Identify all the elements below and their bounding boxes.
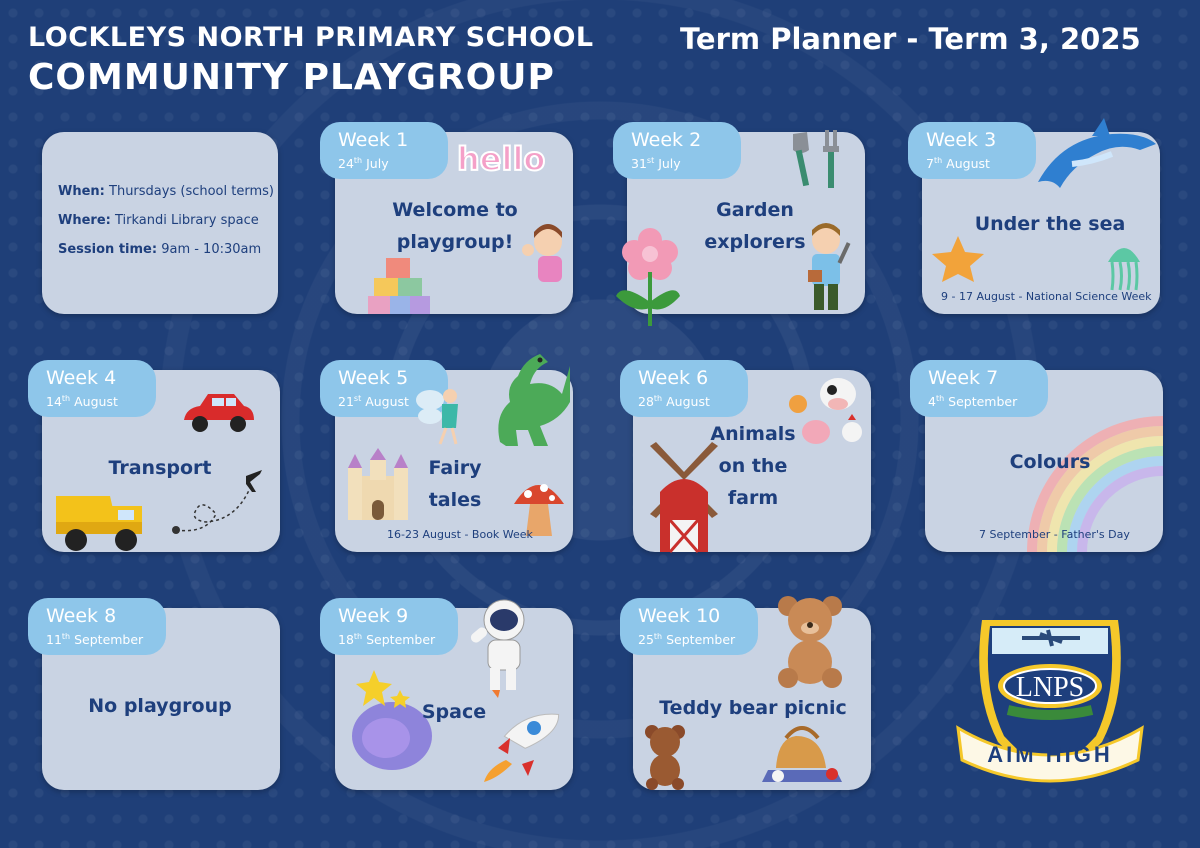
week-label: Week 8 xyxy=(46,605,117,627)
week-label: Week 9 xyxy=(338,605,409,627)
week-6-theme: Animals on the farm xyxy=(710,423,796,509)
week-date: 25th September xyxy=(638,632,736,648)
dolphin-icon xyxy=(1032,118,1158,192)
jellyfish-icon xyxy=(1104,240,1144,292)
week-label: Week 2 xyxy=(631,129,702,151)
week-8-theme: No playgroup xyxy=(88,695,232,717)
week-date: 18th September xyxy=(338,632,436,648)
week-date: 24th July xyxy=(338,156,389,172)
week-label: Week 10 xyxy=(638,605,721,627)
crest-initials: LNPS xyxy=(1015,672,1085,703)
flower-icon xyxy=(612,222,682,326)
week-4-tab xyxy=(28,360,156,417)
garden-tools-icon xyxy=(785,126,847,192)
castle-icon xyxy=(346,452,410,522)
week-date: 31st July xyxy=(631,156,681,172)
week-label: Week 6 xyxy=(638,367,709,389)
lnps-crest-logo xyxy=(952,612,1148,786)
where-label: Where: xyxy=(58,213,111,228)
when-value: Thursdays (school terms) xyxy=(109,184,274,199)
dragon-icon xyxy=(490,346,572,450)
week-date: 28th August xyxy=(638,394,710,410)
week-7-note: 7 September - Father's Day xyxy=(979,528,1130,541)
header xyxy=(28,22,594,98)
week-3-tab xyxy=(908,122,1036,179)
time-value: 9am - 10:30am xyxy=(161,242,262,257)
hello-sticker-icon xyxy=(455,138,546,178)
teddy-bear-small-icon xyxy=(638,722,696,790)
teddy-bear-large-icon xyxy=(770,592,850,688)
week-9-tab xyxy=(320,598,458,655)
week-2-theme: Garden explorers xyxy=(704,199,806,253)
picnic-basket-icon xyxy=(756,718,848,790)
crest-motto: AIM HIGH xyxy=(987,742,1113,767)
red-car-icon xyxy=(180,390,256,436)
week-label: Week 7 xyxy=(928,367,999,389)
week-label: Week 4 xyxy=(46,367,117,389)
week-label: Week 5 xyxy=(338,367,409,389)
term-planner-title: Term Planner - Term 3, 2025 xyxy=(680,22,1141,56)
school-name: LOCKLEYS NORTH PRIMARY SCHOOL xyxy=(28,22,594,53)
week-8-tab xyxy=(28,598,166,655)
week-1-tab xyxy=(320,122,448,179)
time-label: Session time: xyxy=(58,242,158,257)
week-9-theme: Space xyxy=(421,701,487,723)
week-label: Week 3 xyxy=(926,129,997,151)
dump-truck-icon xyxy=(54,486,148,554)
week-6-tab xyxy=(620,360,748,417)
week-date: 14th August xyxy=(46,394,118,410)
session-info xyxy=(58,184,274,271)
week-3-theme: Under the sea xyxy=(974,213,1126,235)
playgroup-title: COMMUNITY PLAYGROUP xyxy=(28,57,555,98)
where-value: Tirkandi Library space xyxy=(114,213,259,228)
week-1-theme: Welcome to playgroup! xyxy=(392,199,518,253)
week-date: 4th September xyxy=(928,394,1018,410)
when-label: When: xyxy=(58,184,105,199)
week-3-note: 9 - 17 August - National Science Week xyxy=(941,290,1152,303)
svg-text:hello: hello xyxy=(457,140,546,178)
week-5-theme: Fairy tales xyxy=(428,457,482,511)
astronaut-icon xyxy=(462,596,538,698)
week-7-theme: Colours xyxy=(1009,451,1091,473)
fairy-icon xyxy=(412,382,476,446)
week-4-theme: Transport xyxy=(108,457,212,479)
week-10-tab xyxy=(620,598,758,655)
week-date: 7th August xyxy=(926,156,990,172)
week-date: 11th September xyxy=(46,632,144,648)
week-label: Week 1 xyxy=(338,129,409,151)
week-date: 21st August xyxy=(338,394,409,410)
week-2-tab xyxy=(613,122,741,179)
starfish-icon xyxy=(930,234,986,284)
week-10-theme: Teddy bear picnic xyxy=(659,697,847,719)
blocks-icon xyxy=(366,256,432,316)
week-5-note: 16-23 August - Book Week xyxy=(387,528,533,541)
